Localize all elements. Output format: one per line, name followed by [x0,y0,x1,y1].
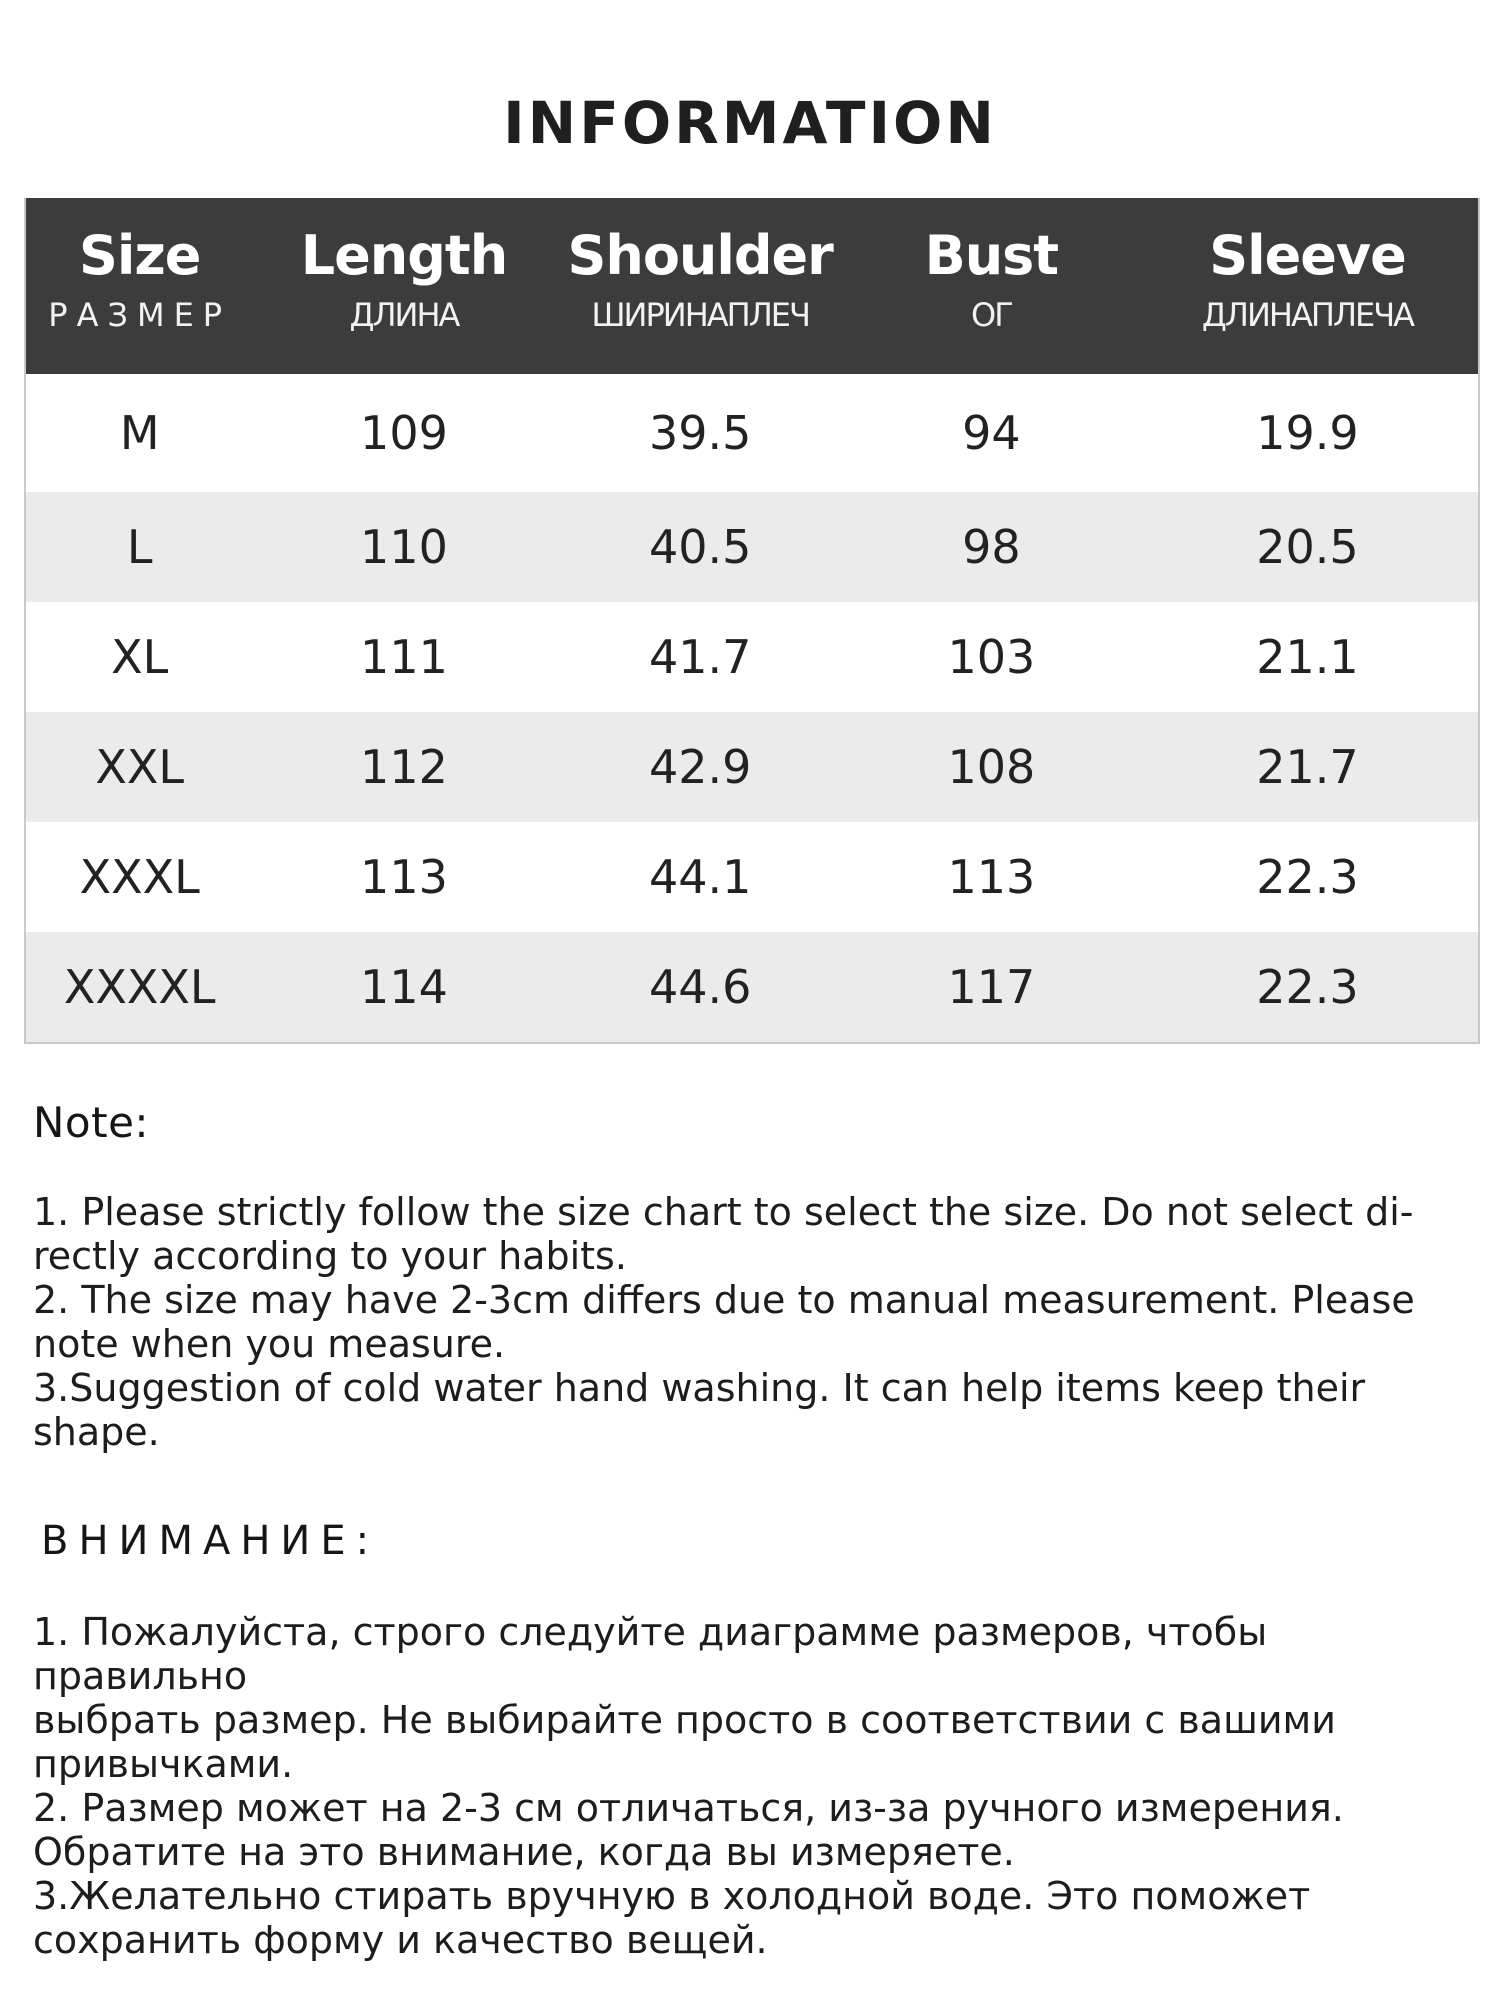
page-title: INFORMATION [503,89,997,157]
note-en-text [33,1190,1473,1454]
header-shoulder-ru: ШИРИНАПЛЕЧ [591,296,809,334]
header-sleeve [1137,198,1478,374]
header-shoulder-en: Shoulder [567,224,833,287]
note-en-line: shape. [33,1410,160,1454]
header-bust [846,198,1137,374]
header-sleeve-ru: ДЛИНАПЛЕЧА [1201,296,1414,334]
table-row [26,492,1478,602]
note-en-line: note when you measure. [33,1322,506,1366]
cell-bust: 108 [947,740,1036,794]
table-row [26,932,1478,1042]
cell-sleeve: 22.3 [1256,960,1359,1014]
size-chart-table [24,198,1480,1044]
cell-bust: 117 [947,960,1036,1014]
cell-bust: 113 [947,850,1036,904]
header-size-en: Size [78,224,201,287]
cell-sleeve: 19.9 [1256,406,1359,460]
cell-bust: 98 [962,520,1021,574]
table-body [26,374,1478,1042]
cell-sleeve: 22.3 [1256,850,1359,904]
table-row [26,712,1478,822]
cell-size: XXXXL [63,960,216,1014]
note-ru-line: 3.Желательно стирать вручную в холодной воде. Это поможет [33,1874,1311,1918]
note-ru-heading: ВНИМАНИЕ: [41,1518,380,1564]
header-size-ru: РАЗМЕР [48,296,232,334]
cell-shoulder: 41.7 [648,630,752,684]
cell-size: L [126,520,153,574]
note-en-line: 1. Please strictly follow the size chart to select the size. Do not select di- [33,1190,1414,1234]
cell-sleeve: 20.5 [1256,520,1359,574]
note-en-section [33,1098,1473,1147]
note-ru-section [33,1518,1473,1564]
cell-sleeve: 21.7 [1256,740,1359,794]
note-ru-line: сохранить форму и качество вещей. [33,1918,768,1962]
cell-length: 113 [360,850,448,904]
cell-length: 112 [360,740,448,794]
header-size [26,198,253,374]
note-ru-text [33,1610,1473,1962]
note-en-line: rectly according to your habits. [33,1234,627,1278]
header-length-en: Length [300,224,508,287]
header-length [253,198,554,374]
note-en-line: 2. The size may have 2-3cm differs due to manual measurement. Please [33,1278,1415,1322]
note-en-line: 3.Suggestion of cold water hand washing. It can help items keep their [33,1366,1366,1410]
note-ru-line: 2. Размер может на 2-3 см отличаться, из-за ручного измерения. [33,1786,1344,1830]
header-sleeve-en: Sleeve [1209,224,1406,287]
header-bust-ru: ОГ [971,296,1012,334]
cell-size: XXL [95,740,185,794]
cell-shoulder: 44.1 [648,850,752,904]
note-ru-line: выбрать размер. Не выбирайте просто в соответствии с вашими [33,1698,1336,1742]
cell-size: XXXL [79,850,200,904]
table-row [26,602,1478,712]
cell-shoulder: 39.5 [648,406,752,460]
table-header [26,198,1478,374]
table-row [26,822,1478,932]
cell-shoulder: 42.9 [648,740,752,794]
note-ru-line: привычками. [33,1742,294,1786]
note-ru-line: Обратите на это внимание, когда вы измеряете. [33,1830,1015,1874]
cell-length: 111 [360,630,448,684]
header-shoulder [555,198,846,374]
note-ru-line: 1. Пожалуйста, строго следуйте диаграмме размеров, чтобы правильно [33,1610,1268,1698]
note-ru-body [33,1610,1473,1962]
cell-length: 114 [360,960,448,1014]
table-row [26,374,1478,492]
cell-size: M [119,406,160,460]
cell-bust: 103 [947,630,1036,684]
note-en-heading: Note: [33,1098,150,1147]
cell-size: XL [111,630,169,684]
cell-length: 110 [360,520,448,574]
cell-shoulder: 40.5 [648,520,752,574]
cell-sleeve: 21.1 [1256,630,1359,684]
cell-length: 109 [360,406,448,460]
header-bust-en: Bust [924,224,1059,287]
cell-bust: 94 [962,406,1021,460]
header-length-ru: ДЛИНА [349,296,459,334]
cell-shoulder: 44.6 [648,960,752,1014]
note-en-body [33,1190,1473,1454]
